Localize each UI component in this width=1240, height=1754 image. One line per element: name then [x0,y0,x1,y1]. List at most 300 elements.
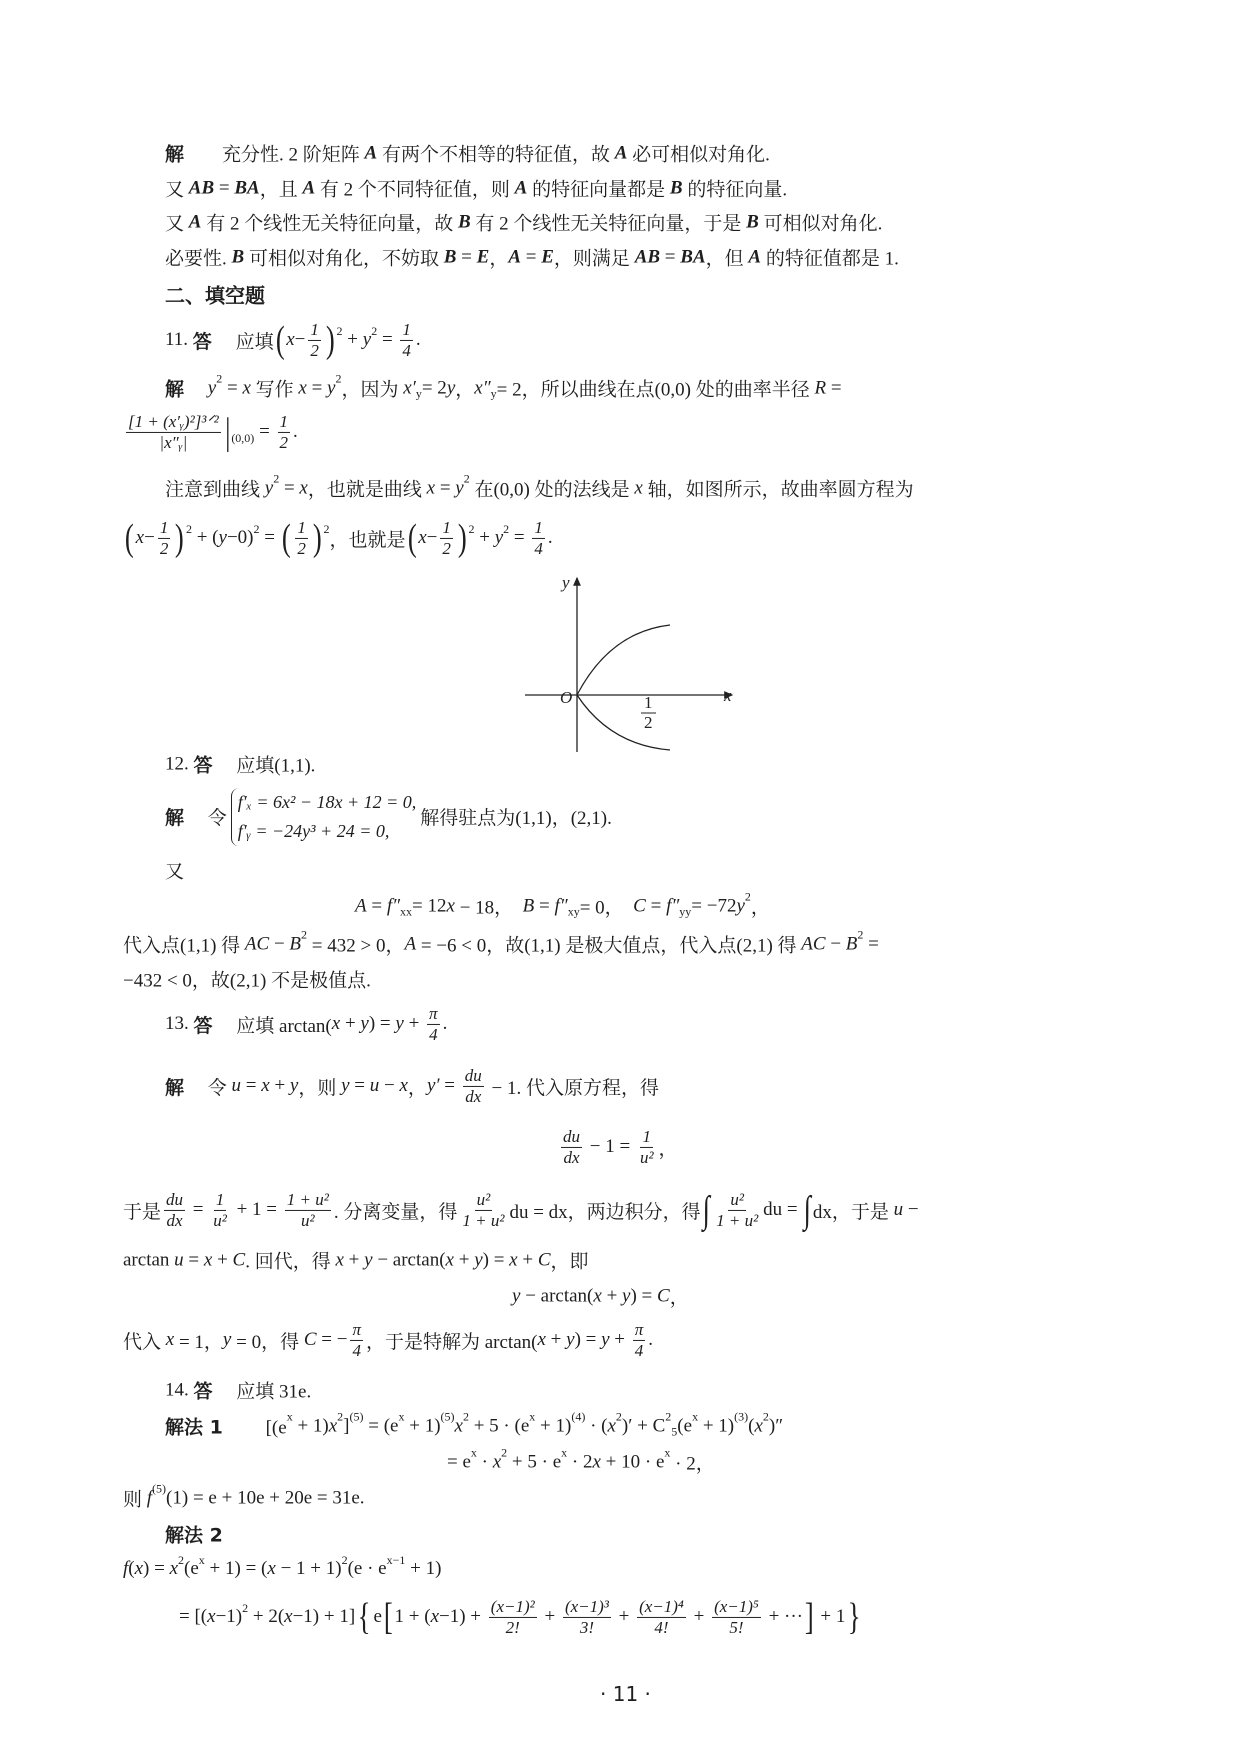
text-run: = [( [179,1606,208,1627]
denominator: 2 [279,432,289,452]
formula-line [558,1127,678,1167]
denominator: 4 [534,538,543,558]
label-bold: 解法 2 [165,1524,223,1547]
denominator: u² [639,1147,654,1167]
fraction [633,1320,646,1360]
text-run: + [343,1249,365,1270]
fraction [308,320,321,360]
superscript: 2 [185,521,192,536]
math-variable: u [369,1075,380,1096]
text-run [184,375,208,402]
text-run: 必要性. [165,248,232,270]
label-bold: 解 [165,807,185,830]
text-run: − [825,933,846,954]
formula-line [355,889,770,920]
fraction [460,1190,506,1230]
denominator: 5! [729,1617,744,1637]
delimiter: ) [325,319,335,361]
text-run: + [688,1606,710,1627]
numerator: du [563,1126,580,1146]
matrix-symbol: BA [234,177,260,198]
superscript: x [664,1445,671,1460]
text-run: . [293,421,298,442]
text-run: + [403,1013,425,1034]
matrix-symbol: AB [188,177,215,198]
text-run: = [241,1075,262,1096]
answer-13 [165,1004,447,1044]
text-run: . 回代，得 [245,1251,336,1273]
equation-system [231,788,417,846]
text-run: (e [184,1558,199,1579]
text-run: = 1， [174,1331,223,1353]
text-run: ) = [143,1558,170,1579]
delimiter: ( [281,517,291,559]
text-run: + 5 · e [507,1451,562,1472]
math-variable: C [537,1249,551,1270]
text-run: −0) [226,527,254,548]
math-variable: x [203,1249,213,1270]
text-line [123,966,371,993]
math-variable: x″ [474,377,491,398]
text-line [165,244,899,271]
math-variable: B [845,933,858,954]
fraction [295,518,308,558]
denominator: 2 [297,538,306,558]
math-variable: x [165,1329,175,1350]
text-line [165,788,612,846]
fraction [278,412,291,452]
math-variable: y [218,527,227,548]
text-run: = 0， [579,897,634,919]
superscript: 2 [341,1552,348,1567]
text-run: 11. [165,329,193,350]
text-run: − [294,329,306,350]
subscript: y [490,386,497,401]
math-variable: x [261,1075,270,1096]
text-run: − [903,1199,919,1220]
numerator: du [464,1065,482,1085]
text-line [165,175,787,202]
math-variable: y [736,895,745,916]
denominator: 2! [505,1617,520,1637]
text-run: = [349,1075,370,1096]
matrix-symbol: BA [680,246,706,267]
text-run: 的特征值都是 1. [761,248,899,270]
math-variable: y [474,1249,483,1270]
text-run: + [601,1285,623,1306]
text-run: = −6 < 0，故(1,1) 是极大值点，代入点(2,1) 得 [416,935,802,957]
math-variable: x [286,329,295,350]
text-line [165,1066,659,1106]
text-run: 1 + ( [394,1606,431,1627]
label-bold: 解 [165,378,185,401]
fraction [400,320,413,360]
math-variable: u [174,1249,184,1270]
text-run: = [534,895,555,916]
text-run: 解得驻点为(1,1)，(2,1). [420,808,612,830]
math-variable: y [601,1329,610,1350]
matrix-symbol: AB [634,246,661,267]
numerator: π [352,1319,361,1339]
fraction [158,518,171,558]
math-variable: y [289,1075,299,1096]
matrix-symbol: A [364,142,378,163]
x-axis-label: x [724,686,732,705]
numerator: (x−1)⁴ [639,1596,684,1616]
math-variable: x [328,1415,338,1436]
delimiter: ∫ [702,1189,710,1231]
text-run: · 2， [670,1453,715,1475]
text-run: + 1) [698,1415,735,1436]
math-variable: y [341,1075,350,1096]
answer-14 [165,1377,311,1404]
superscript: x [398,1409,405,1424]
text-run: 则 [123,1489,147,1511]
fraction [712,1597,761,1637]
text-run: + 1) [405,1558,442,1579]
denominator: 2 [159,538,169,558]
text-run: 14. [165,1379,194,1400]
text-line [165,471,914,502]
text-run: ， [658,1138,678,1160]
math-variable: y [362,329,372,350]
math-variable: x [593,1285,602,1306]
text-run: 注意到曲线 [165,479,265,501]
text-run: = [279,477,300,498]
math-variable: f″ [386,895,401,916]
text-run: = [439,1075,460,1096]
superscript: 2 [468,521,475,536]
fraction [563,1597,611,1637]
formula-line [447,1445,715,1476]
text-line [123,1481,365,1512]
text-run: + [342,329,363,350]
math-variable: x [284,1606,293,1627]
equation: f′ₓ = 6x² − 18x + 12 = 0, [237,792,417,813]
numerator: (x−1)³ [564,1596,609,1616]
formula-line [123,518,553,558]
text-run: ，因为 [341,379,404,401]
matrix-symbol: B [443,246,457,267]
text-run: · ( [585,1415,608,1436]
math-variable: A [404,933,417,954]
superscript: 2 [273,471,280,486]
delimiter: { [357,1596,371,1638]
math-variable: C [303,1329,317,1350]
math-variable: x [399,1075,408,1096]
text-line [165,1409,784,1440]
superscript: (5) [152,1481,167,1496]
numerator: u² [730,1189,744,1209]
text-run: . [648,1329,654,1350]
label-bold: 答 [193,1014,213,1037]
text-run: − [269,933,290,954]
superscript: (3) [734,1409,749,1424]
math-variable: x [242,377,251,398]
text-run: − 1. 代入原方程，得 [486,1077,659,1099]
parabola-curve [577,625,670,750]
matrix-symbol: A [614,142,628,163]
math-variable: f [123,1558,129,1579]
text-run: = [222,377,243,398]
text-run: = 2 [421,377,447,398]
delimiter: ] [804,1596,814,1638]
math-variable: x [592,1451,601,1472]
text-run: + 1) [404,1415,441,1436]
text-run: e [373,1606,382,1627]
y-axis-label: y [562,573,570,592]
text-line [123,1247,589,1274]
label-bold: 解 [165,143,185,166]
delimiter: | [224,411,231,453]
text-run: − arctan( [372,1249,446,1270]
method-2-heading [165,1521,223,1548]
text-run: 充分性. 2 阶矩阵 [184,144,365,166]
text-run: = 432 > 0， [307,935,405,957]
text-run: = [660,246,681,267]
text-run: . [442,1013,448,1034]
text-run: (e [677,1415,693,1436]
superscript: 2 [178,1552,185,1567]
math-variable: y [360,1013,369,1034]
math-variable: f [146,1487,153,1508]
superscript: 2 [744,889,751,904]
text-run: 应填 [211,331,274,353]
fraction [164,1190,185,1230]
text-run: ， [407,1077,427,1099]
delimiter: ( [407,517,417,559]
text-run: + [613,1606,635,1627]
text-run: − arctan( [520,1285,594,1306]
text-run: 有 2 个不同特征值，则 [315,179,515,201]
math-variable: x [454,1415,463,1436]
label-bold: 解 [165,1076,185,1099]
text-run: )′ + C [621,1415,666,1436]
text-run: 在(0,0) 处的法线是 [469,479,635,501]
superscript: 2 [615,1409,622,1424]
subscript: yy [679,904,692,919]
text-run: dx，于是 [812,1201,894,1223]
math-variable: x [335,1249,344,1270]
text-run: − [144,527,155,548]
text-run: ，则 [298,1077,342,1099]
text-run: + 2( [248,1606,285,1627]
denominator: |x″ᵧ| [159,432,188,452]
text-run: 令 [184,1077,232,1099]
delimiter: [ [383,1596,393,1638]
numerator: 1 [279,411,289,431]
text-run: = [306,377,328,398]
math-variable: x [607,1415,616,1436]
text-run: ( [748,1415,755,1436]
subscript: (0,0) [231,430,255,445]
denominator: 3! [579,1617,594,1637]
answer-12 [165,751,315,778]
formula-line [179,1597,864,1637]
text-run: + [453,1249,475,1270]
text-run: + 10 · e [600,1451,665,1472]
math-variable: y [566,1329,575,1350]
text-run: )″ [768,1415,784,1436]
text-run: 代入 [123,1331,166,1353]
text-run: + [212,1249,233,1270]
text-run: − 1 + 1) [275,1558,342,1579]
text-run: . 分离变量，得 [333,1201,458,1223]
matrix-symbol: A [748,246,762,267]
math-variable: y [327,377,336,398]
math-variable: y [264,477,274,498]
denominator: u² [213,1210,227,1230]
math-variable: x [445,1249,454,1270]
numerator: (x−1)⁵ [714,1596,759,1616]
text-run: ) = [482,1249,510,1270]
math-variable: f″ [554,895,568,916]
text-run: ， [489,248,509,270]
text-run: = 12 [412,895,447,916]
fraction [637,1597,686,1637]
text-run: + [539,1606,560,1627]
text-run: − [426,527,438,548]
fraction [561,1127,582,1167]
subscript: xy [567,904,580,919]
text-run: + [545,1329,567,1350]
math-variable: x [299,477,308,498]
numerator: (x−1)² [490,1596,535,1616]
superscript: 2 [501,1445,508,1460]
superscript: x [561,1445,568,1460]
text-run: −1) [215,1606,243,1627]
text-run: ，也就是 [329,529,406,551]
text-run: 13. [165,1013,194,1034]
text-run: − 18， [454,897,523,919]
subscript: xx [400,904,413,919]
text-run: −432 < 0，故(2,1) 不是极值点. [123,970,371,992]
section-heading: 二、填空题 [165,283,265,308]
text-run: ，即 [550,1251,589,1273]
text-run: = e [447,1451,471,1472]
math-variable: x [634,477,643,498]
text-run: − [379,1075,400,1096]
text-run: = [645,895,667,916]
text-run: ( [128,1558,135,1579]
text-run: + ( [191,527,219,548]
text-line [123,1320,653,1360]
text-run: 代入点(1,1) 得 [123,935,245,957]
math-variable: x′ [403,377,416,398]
text-run: = [435,477,456,498]
text-run: + 1 [815,1606,846,1627]
denominator: dx [166,1210,183,1230]
matrix-symbol: A [302,177,316,198]
text-run: = [521,246,542,267]
fraction [714,1190,760,1230]
curvature-figure [510,570,750,755]
delimiter: ) [457,517,467,559]
label-bold: 答 [193,1380,213,1403]
text-run: = [214,177,235,198]
answer-11 [165,320,421,360]
matrix-symbol: A [508,246,522,267]
text-run: 于是 [123,1201,162,1223]
text-run: du = [763,1199,803,1220]
text-run: ，且 [259,179,303,201]
text-run: 又 [165,861,185,883]
label-bold: 答 [193,754,213,777]
numerator: 1 [310,319,319,339]
denominator: 2 [442,538,451,558]
superscript: 2 [337,1409,344,1424]
text-run: 应填(1,1). [212,755,316,777]
math-variable: B [522,895,535,916]
text-run: 的特征向量. [682,179,788,201]
text-run: 有两个不相等的特征值，故 [377,144,615,166]
subscript: y [415,386,422,401]
math-variable: y [622,1285,631,1306]
matrix-symbol: B [669,177,683,198]
equation: f′ᵧ = −24y³ + 24 = 0, [237,821,390,841]
fraction [427,1004,440,1044]
text-run: −1) + [439,1606,486,1627]
numerator: [1 + (x′ᵧ)²]³ᐟ² [128,411,219,431]
text-run: 又 [165,179,189,201]
text-run: ， [669,1287,689,1309]
numerator: 1 [642,1126,651,1146]
math-variable: B [289,933,302,954]
text-run: + 1 = [231,1199,282,1220]
text-run: = − [316,1329,348,1350]
denominator: 4 [402,340,411,360]
text-run: = −72 [691,895,737,916]
text-run: = [863,933,879,954]
math-variable: y [207,377,217,398]
text-run: + ··· [763,1606,804,1627]
text-run: arctan [123,1249,175,1270]
math-variable: x [426,477,436,498]
superscript: 2 [253,521,260,536]
numerator: 1 [442,517,451,537]
math-variable: C [633,895,646,916]
text-run: 写作 [250,379,299,401]
matrix-symbol: E [476,246,490,267]
matrix-symbol: E [541,246,554,267]
superscript: 2 [336,323,343,338]
text-run: − 1 = [585,1136,635,1157]
math-variable: x [537,1329,546,1350]
text-run: + [517,1249,538,1270]
text-run: = [456,246,477,267]
math-variable: A [355,895,367,916]
text-run: −1) + 1] [292,1606,356,1627]
math-variable: u [231,1075,242,1096]
text-run: = [188,1199,209,1220]
superscript: 2 [463,471,470,486]
superscript: (5) [349,1409,364,1424]
delimiter: ( [275,319,285,361]
math-variable: x [267,1558,276,1579]
text-run: . [415,329,421,350]
text-run: 的特征向量都是 [527,179,670,201]
math-variable: x [430,1606,440,1627]
math-variable: x [754,1415,763,1436]
text-run: + [609,1329,630,1350]
text-run: + [474,527,495,548]
matrix-symbol: A [514,177,528,198]
text-run: = [183,1249,204,1270]
numerator: 1 [402,319,411,339]
math-variable: R [814,377,827,398]
text-run: · 2 [567,1451,593,1472]
math-variable: f″ [666,895,680,916]
